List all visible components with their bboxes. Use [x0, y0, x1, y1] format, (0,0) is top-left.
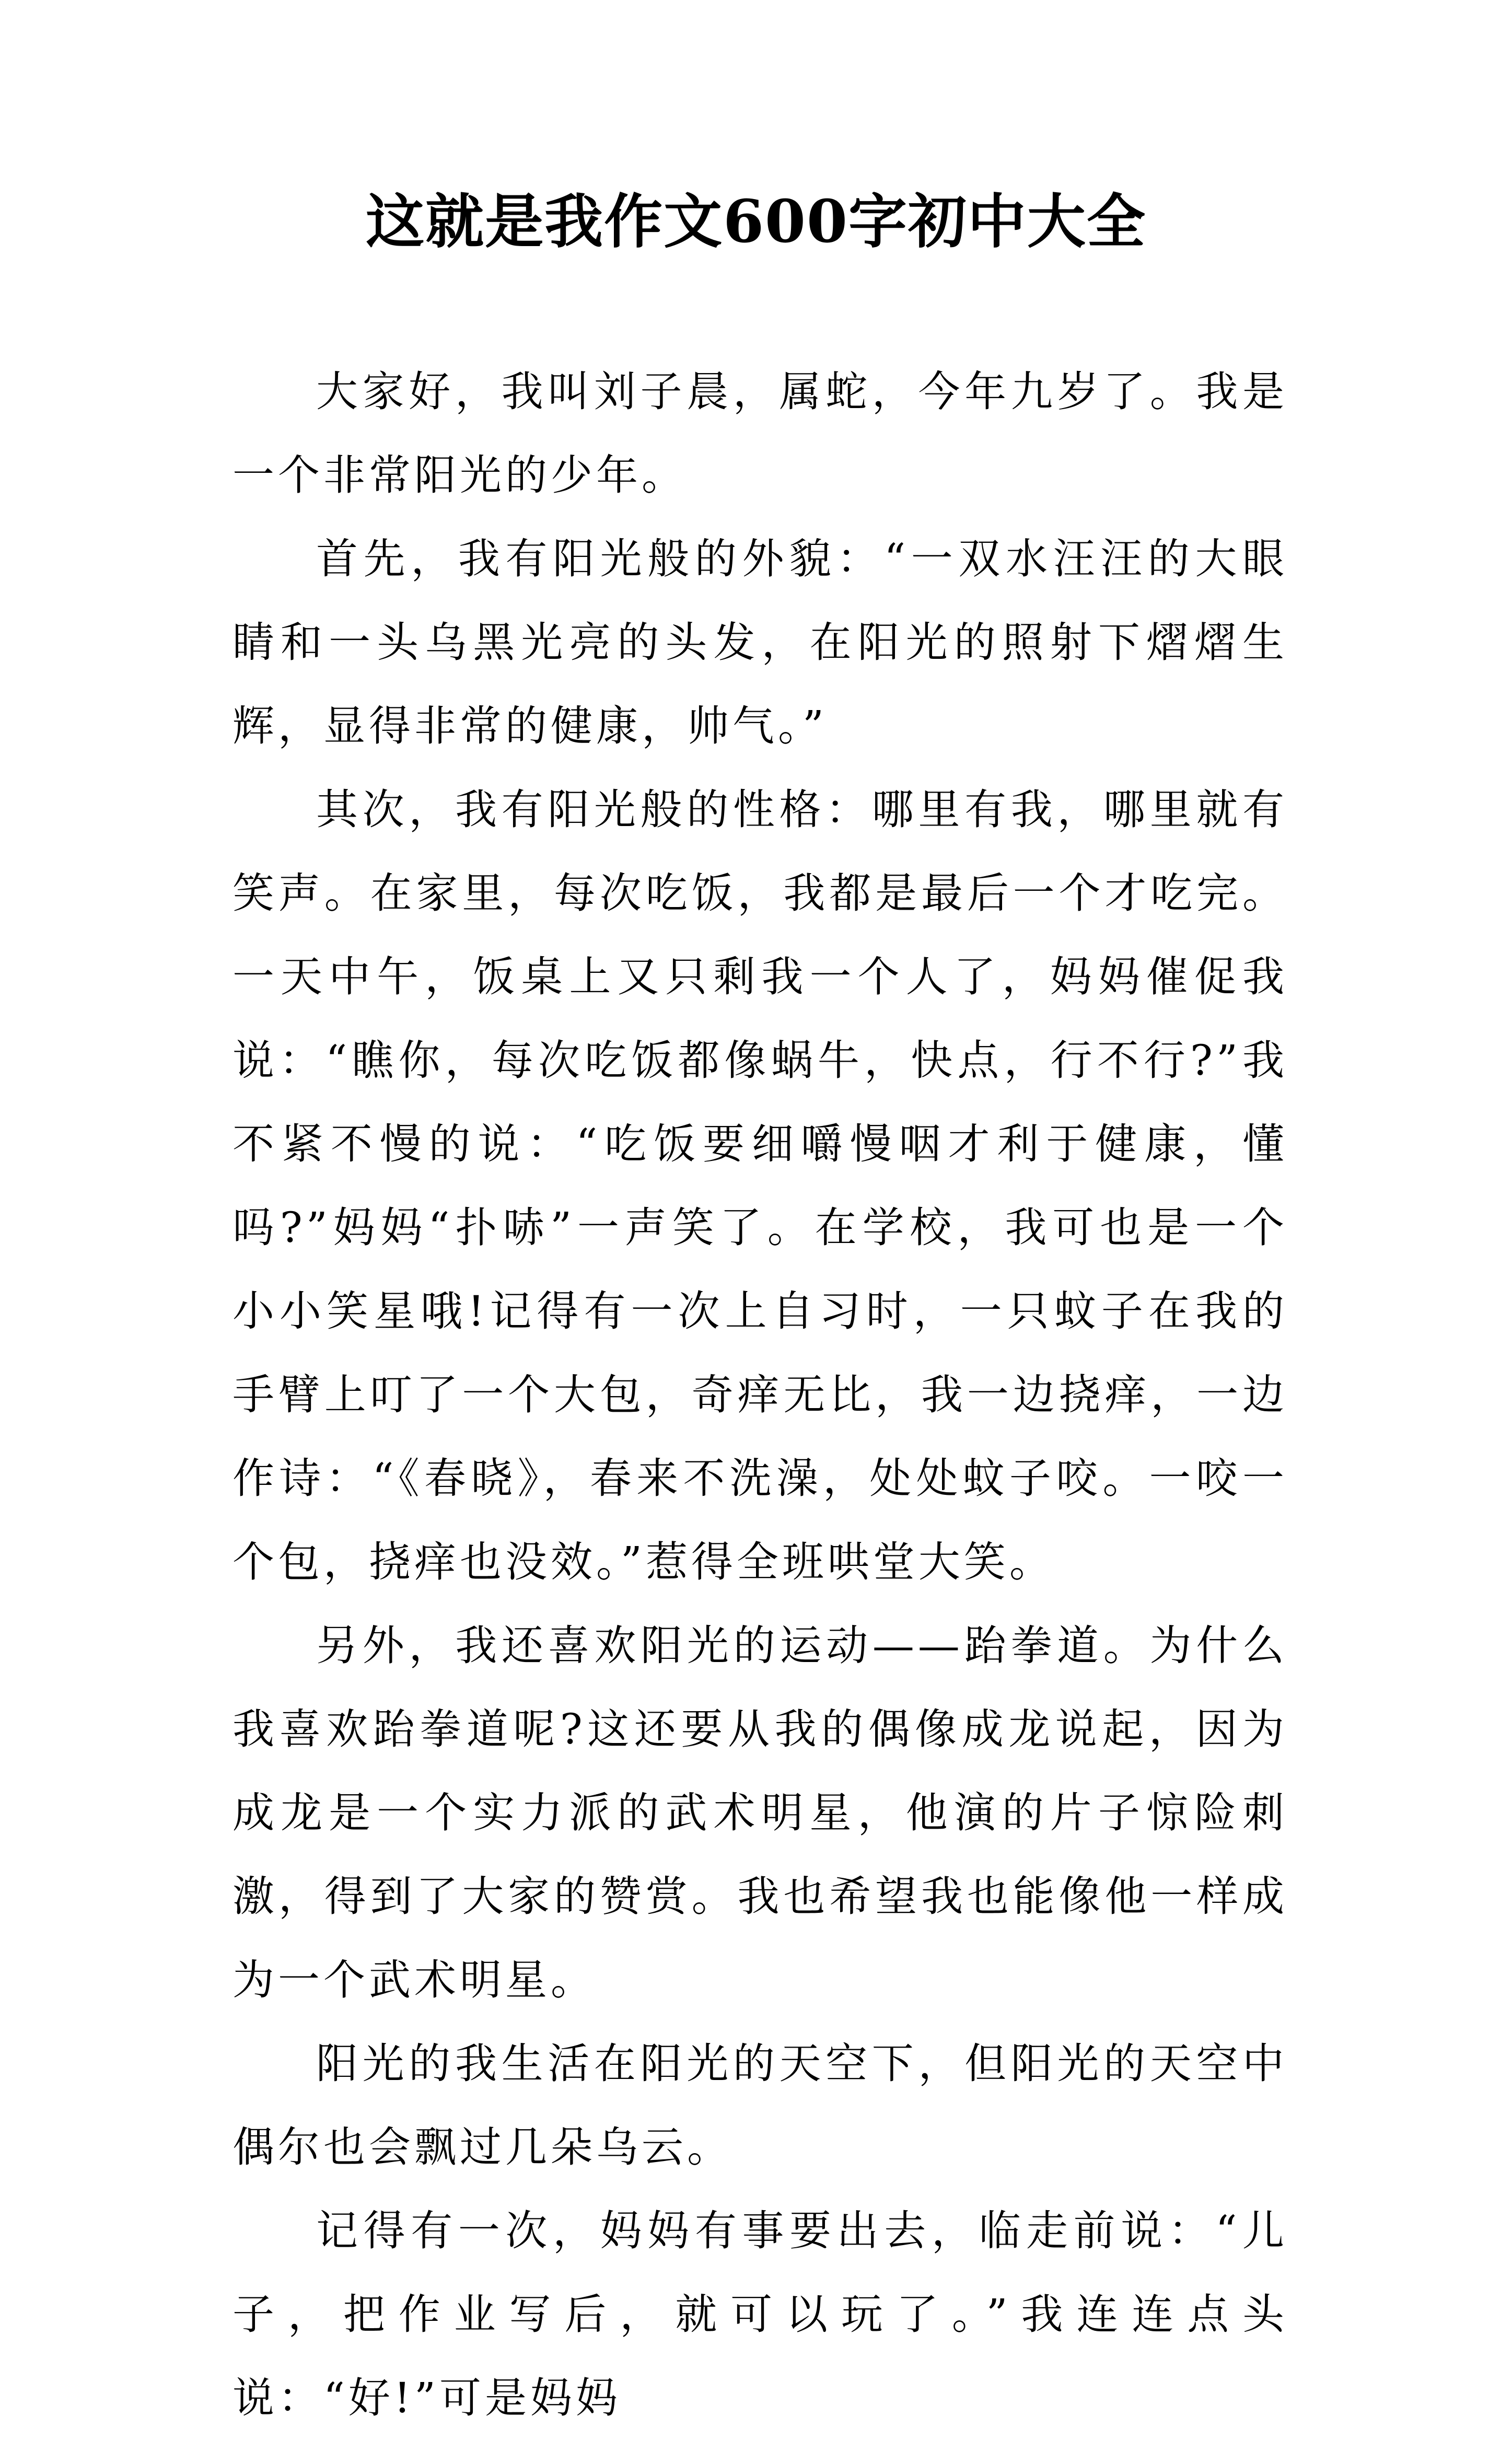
document-body	[232, 350, 1288, 2440]
paragraph: 其次，我有阳光般的性格：哪里有我，哪里就有笑声。在家里，每次吃饭，我都是最后一个才吃完。一天中午，饭桌上又只剩我一个人了，妈妈催促我说：“瞧你，每次吃饭都像蜗牛，快点，行不行?”我不紧不慢的说：“吃饭要细嚼慢咽才利于健康，懂吗?”妈妈“扑哧”一声笑了。在学校，我可也是一个小小笑星哦!记得有一次上自习时，一只蚊子在我的手臂上叮了一个大包，奇痒无比，我一边挠痒，一边作诗：“《春晓》，春来不洗澡，处处蚊子咬。一咬一个包，挠痒也没效。”惹得全班哄堂大笑。	[232, 785, 1288, 1586]
document-title: 这就是我作文600字初中大全	[366, 188, 1146, 256]
paragraph: 首先，我有阳光般的外貌：“一双水汪汪的大眼睛和一头乌黑光亮的头发，在阳光的照射下熠熠生辉，显得非常的健康，帅气。”	[232, 535, 1288, 750]
paragraph: 记得有一次，妈妈有事要出去，临走前说：“儿子，把作业写后，就可以玩了。”我连连点头说：“好!”可是妈妈	[232, 2206, 1288, 2422]
paragraph: 阳光的我生活在阳光的天空下，但阳光的天空中偶尔也会飘过几朵乌云。	[232, 2039, 1288, 2171]
paragraph: 另外，我还喜欢阳光的运动——跆拳道。为什么我喜欢跆拳道呢?这还要从我的偶像成龙说起，因为成龙是一个实力派的武术明星，他演的片子惊险刺激，得到了大家的赞赏。我也希望我也能像他一样成为一个武术明星。	[232, 1621, 1288, 2004]
paragraph: 大家好，我叫刘子晨，属蛇，今年九岁了。我是一个非常阳光的少年。	[232, 367, 1288, 499]
